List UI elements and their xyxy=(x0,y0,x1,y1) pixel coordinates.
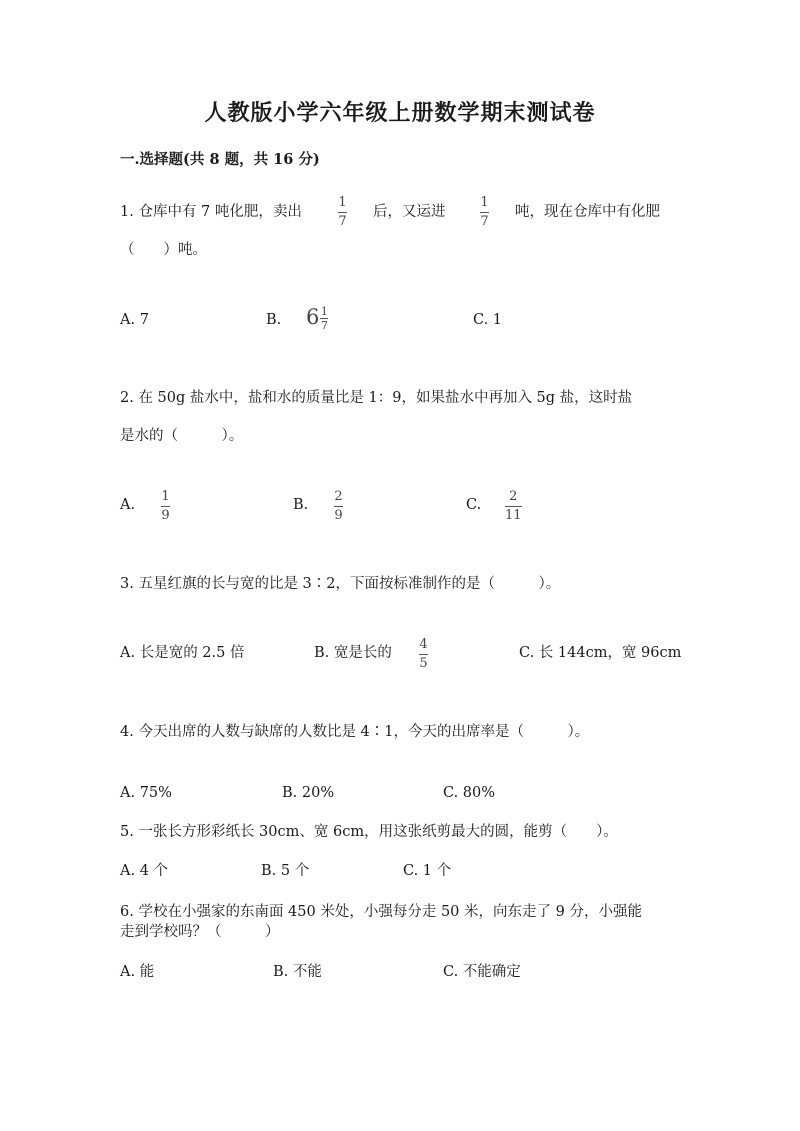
q3-option-b-denominator: 5 xyxy=(419,656,428,671)
q1-option-a: A. 7 xyxy=(120,312,149,328)
q4-option-a: A. 75% xyxy=(120,785,172,801)
q5-option-a: A. 4 个 xyxy=(120,863,169,879)
q1-text-part3: 吨，现在仓库中有化肥 xyxy=(515,204,660,220)
q3-text: 3. 五星红旗的长与宽的比是 3∶2，下面按标准制作的是（ ）。 xyxy=(120,576,561,592)
q1-option-b-denominator: 7 xyxy=(320,319,328,332)
q2-option-b-fraction xyxy=(334,490,343,523)
section-heading: 一.选择题(共 8 题，共 16 分) xyxy=(120,151,320,168)
q1-text-part2: 后，又运进 xyxy=(373,204,446,220)
q2-option-c-fraction xyxy=(505,490,522,523)
q6-option-b: B. 不能 xyxy=(273,964,322,980)
q5-option-c: C. 1 个 xyxy=(403,863,452,879)
q6-option-c: C. 不能确定 xyxy=(443,964,521,980)
q1-fraction-sold-numerator: 1 xyxy=(338,195,347,210)
q3-option-c: C. 长 144cm，宽 96cm xyxy=(519,645,682,661)
q2-option-c-denominator: 11 xyxy=(505,508,522,523)
q1-text-part1: 1. 仓库中有 7 吨化肥，卖出 xyxy=(120,204,302,220)
q2-option-a-fraction xyxy=(161,490,170,523)
q2-option-b-denominator: 9 xyxy=(334,508,343,523)
q1-fraction-sold xyxy=(338,196,347,229)
q1-fraction-sold-denominator: 7 xyxy=(338,214,347,229)
q1-fraction-added xyxy=(480,196,489,229)
q1-fraction-added-denominator: 7 xyxy=(480,214,489,229)
q4-option-c: C. 80% xyxy=(443,785,496,801)
q1-option-b-label: B. xyxy=(266,312,282,328)
q2-option-a-numerator: 1 xyxy=(161,489,170,504)
q1-option-c: C. 1 xyxy=(473,312,503,328)
q2-text-line2: 是水的（ ）。 xyxy=(120,428,244,444)
q2-text-line1: 2. 在 50g 盐水中，盐和水的质量比是 1：9，如果盐水中再加入 5g 盐，这时盐 xyxy=(120,390,633,406)
q2-option-a-denominator: 9 xyxy=(161,508,170,523)
fraction-bar xyxy=(334,506,343,507)
q1-option-b-whole: 6 xyxy=(306,305,320,329)
fraction-bar xyxy=(480,212,489,213)
q2-option-c-numerator: 2 xyxy=(509,489,518,504)
q6-text-line1: 6. 学校在小强家的东南面 450 米处，小强每分走 50 米，向东走了 9 分，小强能 xyxy=(120,904,642,920)
q5-option-b: B. 5 个 xyxy=(261,863,310,879)
q2-option-b-label: B. xyxy=(293,497,309,513)
q6-text-line2: 走到学校吗？（ ） xyxy=(120,924,280,940)
q3-option-b-numerator: 4 xyxy=(419,637,428,652)
q6-option-a: A. 能 xyxy=(120,964,155,980)
fraction-bar xyxy=(419,654,428,655)
q3-option-b-label: B. 宽是长的 xyxy=(314,645,392,661)
q2-option-c-label: C. xyxy=(466,497,482,513)
q1-text-part4: （ ）吨。 xyxy=(120,242,207,258)
q4-option-b: B. 20% xyxy=(282,785,335,801)
exam-title: 人教版小学六年级上册数学期末测试卷 xyxy=(204,100,596,126)
q5-text: 5. 一张长方形彩纸长 30cm、宽 6cm，用这张纸剪最大的圆，能剪（ ）。 xyxy=(120,824,618,840)
fraction-bar xyxy=(161,506,170,507)
q2-option-a-label: A. xyxy=(120,497,136,513)
fraction-bar xyxy=(338,212,347,213)
q1-option-b-fraction xyxy=(320,306,328,331)
q3-option-b-fraction xyxy=(419,638,428,671)
fraction-bar xyxy=(505,506,522,507)
q3-option-a: A. 长是宽的 2.5 倍 xyxy=(120,645,245,661)
q1-fraction-added-numerator: 1 xyxy=(480,195,489,210)
q1-option-b-numerator: 1 xyxy=(320,305,328,318)
q4-text: 4. 今天出席的人数与缺席的人数比是 4∶1，今天的出席率是（ ）。 xyxy=(120,724,590,740)
q1-option-b-mixed-number xyxy=(306,305,328,331)
q2-option-b-numerator: 2 xyxy=(334,489,343,504)
